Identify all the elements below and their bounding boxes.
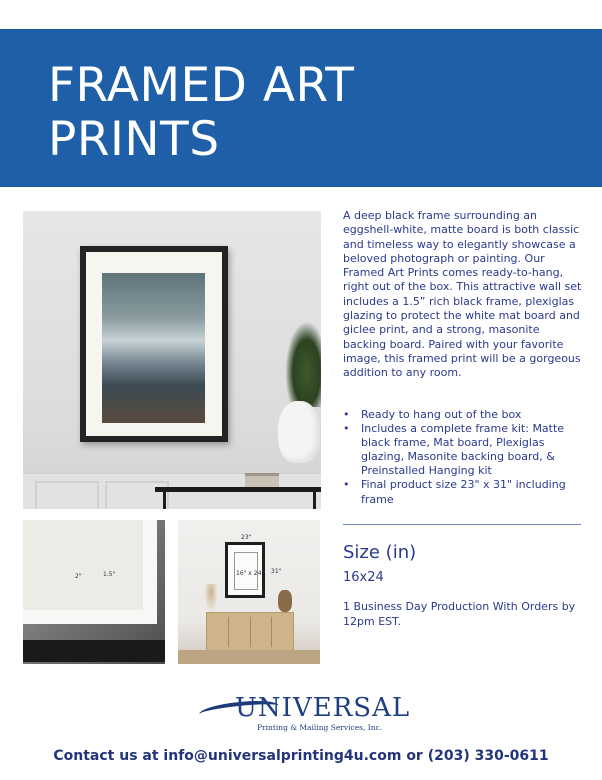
corner-frame-label: 1.5" bbox=[103, 571, 116, 578]
section-divider bbox=[343, 524, 581, 525]
framed-print-room-photo bbox=[23, 211, 321, 509]
table-leg bbox=[163, 492, 166, 509]
frame-corner-detail-photo bbox=[23, 520, 165, 664]
wainscot-panel bbox=[35, 481, 99, 509]
page-title-line1: FRAMED ART bbox=[48, 58, 355, 113]
production-note: 1 Business Day Production With Orders by 12pm EST. bbox=[343, 600, 576, 628]
black-frame bbox=[80, 246, 228, 442]
company-logo bbox=[199, 690, 411, 740]
corner-frame bbox=[23, 520, 165, 662]
feature-item: • Includes a complete frame kit: Matte black frame, Mat board, Plexiglas glazing, Masonite backing board, & Preinstalled Hanging kit bbox=[343, 422, 583, 478]
vase bbox=[278, 401, 320, 463]
page-title bbox=[48, 59, 354, 167]
table-leg bbox=[313, 492, 316, 509]
mat-board bbox=[86, 252, 222, 436]
logo-wordmark: UNIVERSAL bbox=[235, 693, 411, 723]
size-value: 16x24 bbox=[343, 570, 384, 585]
room-height-label: 31" bbox=[271, 568, 282, 575]
title-banner bbox=[0, 29, 602, 187]
feature-item: • Ready to hang out of the box bbox=[343, 408, 583, 422]
mountain-print bbox=[102, 273, 205, 423]
room-print-label: 16" x 24" bbox=[236, 570, 265, 577]
room-dimensions-photo bbox=[178, 520, 320, 664]
corner-depth-label: 2" bbox=[75, 573, 82, 580]
wainscot-panel bbox=[105, 481, 169, 509]
page-title-line2: PRINTS bbox=[48, 112, 220, 167]
feature-list bbox=[343, 408, 583, 507]
feature-item: • Final product size 23" x 31" including frame bbox=[343, 478, 583, 506]
console-table bbox=[155, 487, 321, 492]
floor bbox=[178, 650, 320, 664]
lantern bbox=[278, 590, 292, 612]
size-heading: Size (in) bbox=[343, 542, 417, 563]
dried-flowers bbox=[204, 584, 218, 612]
cabinet-door-line bbox=[271, 617, 272, 647]
cabinet-door-line bbox=[228, 617, 229, 647]
sideboard bbox=[206, 612, 294, 652]
plant bbox=[285, 321, 321, 407]
logo-tagline: Printing & Mailing Services, Inc. bbox=[257, 723, 383, 732]
cabinet-door-line bbox=[250, 617, 251, 647]
room-width-label: 23" bbox=[241, 534, 252, 541]
contact-line: Contact us at info@universalprinting4u.com or (203) 330-0611 bbox=[53, 748, 549, 764]
product-description: A deep black frame surrounding an eggshell-white, matte board is both classic and timeless way to elegantly showcase a beloved photograph or painting. Our Framed Art Prints comes ready-to-hang, right out of the box. This attractive wall set includes a 1.5” rich black frame, plexiglas glazing to protect the white mat board and giclee print, and a strong, masonite backing board. Paired with your favorite image, this framed print will be a gorgeous addition to any room. bbox=[343, 209, 582, 380]
